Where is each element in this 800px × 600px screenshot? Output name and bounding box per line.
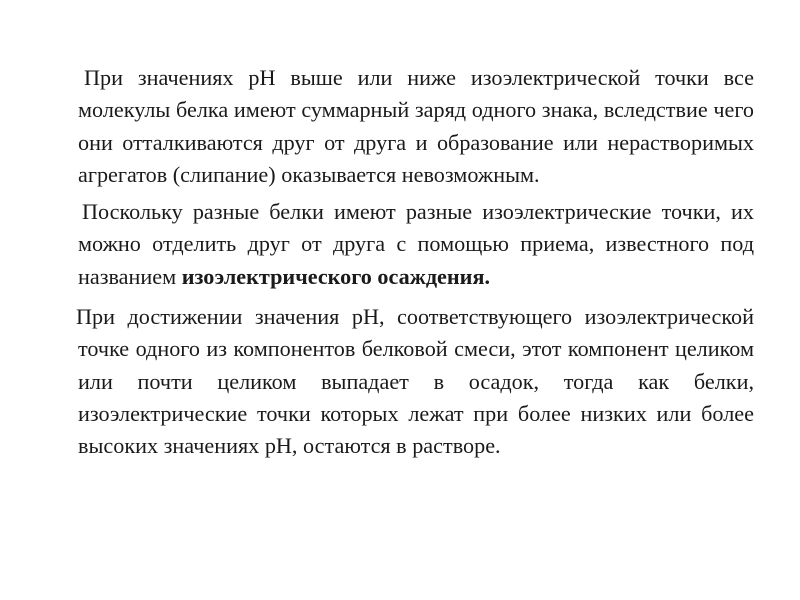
bold-term-isoelectric-precipitation: изоэлектрического осаждения.	[181, 263, 491, 289]
paragraph-isoelectric-separation	[78, 196, 754, 293]
paragraph-precipitation-at-ph	[78, 301, 754, 462]
paragraph-2-text: Поскольку разные белки имеют разные изоэлектрические точки, их можно отделить друг от друга с помощью приема, известного под названием	[78, 199, 754, 289]
paragraph-isoelectric-charge	[78, 62, 754, 191]
paragraph-3-text: При достижении значения pH, соответствующего изоэлектрической точке одного из компонентов белковой смеси, этот компонент целиком или почти целиком выпадает в осадок, тогда как белки, изоэлектрические точки которых лежат при более низких или более высоких значениях pH, остаются в растворе.	[76, 304, 754, 459]
paragraph-1-text: При значениях pH выше или ниже изоэлектрической точки все молекулы белка имеют суммарный заряд одного знака, вследствие чего они отталкиваются друг от друга и образование или нерастворимых агрегатов (слипание) оказывается невозможным.	[78, 65, 754, 187]
text-block	[78, 62, 754, 463]
